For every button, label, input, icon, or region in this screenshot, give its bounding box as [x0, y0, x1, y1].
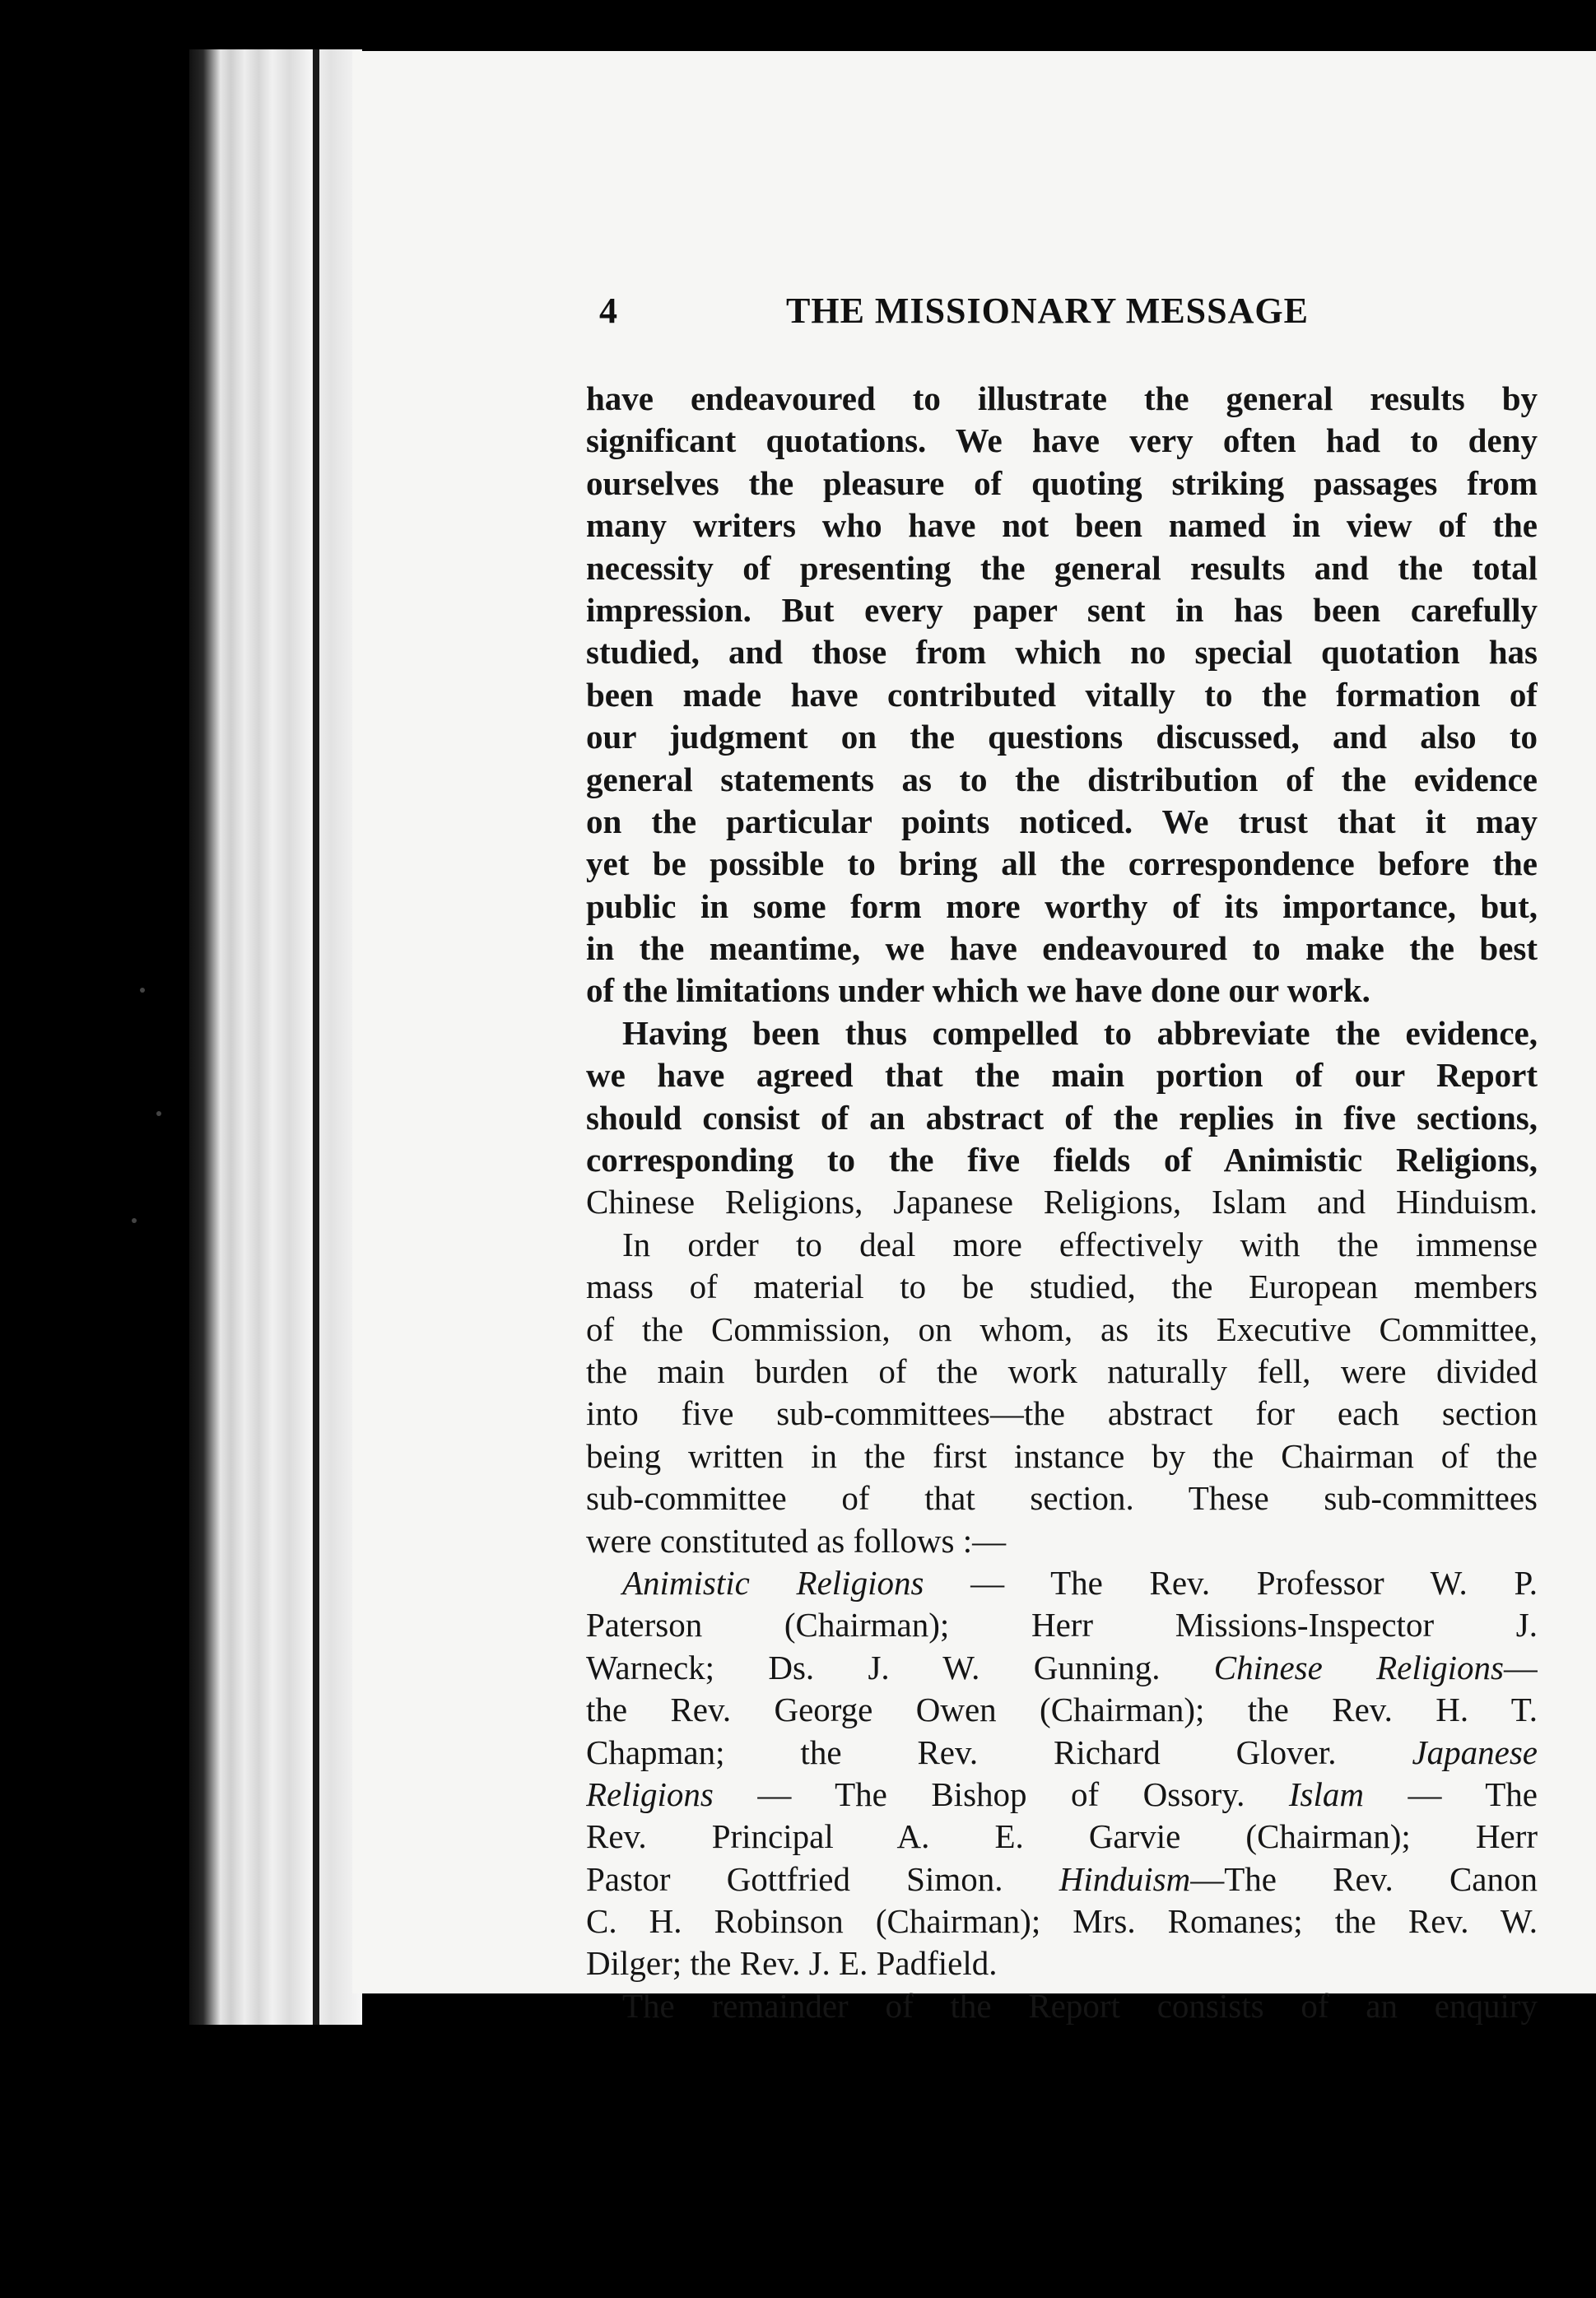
text-line: Rev. Principal A. E. Garvie (Chairman); Herr — [586, 1817, 1538, 1856]
text-line: general statements as to the distribution of the evidence — [586, 760, 1538, 798]
running-head-title: THE MISSIONARY MESSAGE — [786, 291, 1309, 331]
text-line: many writers who have not been named in view of the — [586, 506, 1538, 545]
text-line: have endeavoured to illustrate the general results by — [586, 379, 1538, 417]
scan-speck — [156, 1111, 161, 1116]
text-line: on the particular points noticed. We trust that it may — [586, 802, 1538, 840]
text-line: Pastor Gottfried Simon. Hinduism—The Rev. Canon — [586, 1859, 1538, 1898]
text-line: Chinese Religions, Japanese Religions, Islam and Hinduism. — [586, 1183, 1538, 1221]
italic-term: Animistic Religions — [622, 1563, 924, 1602]
body-text — [586, 378, 1538, 2027]
text-line: were constituted as follows :— — [586, 1521, 1007, 1560]
text-line: Warneck; Ds. J. W. Gunning. Chinese Religions— — [586, 1648, 1538, 1686]
text-line: C. H. Robinson (Chairman); Mrs. Romanes; the Rev. W. — [586, 1902, 1538, 1941]
text-line: significant quotations. We have very often had to deny — [586, 421, 1538, 460]
text-line: The remainder of the Report consists of an enquiry — [622, 1986, 1538, 2025]
text-line: into five sub-committees—the abstract for each section — [586, 1394, 1538, 1433]
text-line: we have agreed that the main portion of our Report — [586, 1056, 1538, 1095]
text-line: impression. But every paper sent in has been carefully — [586, 590, 1538, 629]
text-line: public in some form more worthy of its importance, but, — [586, 886, 1538, 925]
text-line: Chapman; the Rev. Richard Glover. Japanese — [586, 1733, 1538, 1771]
text-line: mass of material to be studied, the European members — [586, 1268, 1538, 1306]
text-line: necessity of presenting the general results and the total — [586, 548, 1538, 587]
text-line: studied, and those from which no special quotation has — [586, 633, 1538, 672]
italic-term: Hinduism — [1059, 1859, 1191, 1898]
italic-term: Japanese — [1412, 1733, 1538, 1771]
book-page — [352, 51, 1596, 2025]
text-line: Paterson (Chairman); Herr Missions-Inspector J. — [586, 1606, 1538, 1644]
scan-speck — [132, 1218, 137, 1223]
text-line: the main burden of the work naturally fell, were divided — [586, 1351, 1538, 1390]
italic-term: Religions — [586, 1775, 714, 1813]
text-line: the Rev. George Owen (Chairman); the Rev. H. T. — [586, 1691, 1538, 1729]
text-line: Animistic Religions — The Rev. Professor W. P. — [622, 1563, 1538, 1602]
text-line: yet be possible to bring all the correspondence before the — [586, 844, 1538, 883]
text-line: our judgment on the questions discussed, and also to — [586, 718, 1538, 756]
italic-term: Islam — [1288, 1775, 1365, 1813]
text-line: being written in the first instance by the Chairman of the — [586, 1436, 1538, 1475]
text-line: corresponding to the five fields of Animistic Religions, — [586, 1141, 1538, 1179]
text-line: of the limitations under which we have done our work. — [586, 971, 1370, 1010]
text-line: Religions — The Bishop of Ossory. Islam — The — [586, 1775, 1538, 1813]
text-line: Dilger; the Rev. J. E. Padfield. — [586, 1944, 998, 1983]
italic-term: Chinese Religions — [1213, 1648, 1505, 1686]
running-head — [599, 290, 1538, 347]
text-line: sub-committee of that section. These sub-committees — [586, 1479, 1538, 1518]
page-number: 4 — [599, 291, 617, 331]
text-line: ourselves the pleasure of quoting striking passages from — [586, 463, 1538, 502]
text-line: should consist of an abstract of the replies in five sections, — [586, 1098, 1538, 1137]
page-stack-edges — [189, 49, 362, 2025]
scan-speck — [140, 988, 145, 993]
text-line: been made have contributed vitally to the formation of — [586, 675, 1538, 714]
text-line: In order to deal more effectively with the immense — [622, 1225, 1538, 1263]
text-line: of the Commission, on whom, as its Executive Committee, — [586, 1309, 1538, 1348]
text-line: Having been thus compelled to abbreviate the evidence, — [622, 1013, 1538, 1052]
text-line: in the meantime, we have endeavoured to make the best — [586, 929, 1538, 968]
